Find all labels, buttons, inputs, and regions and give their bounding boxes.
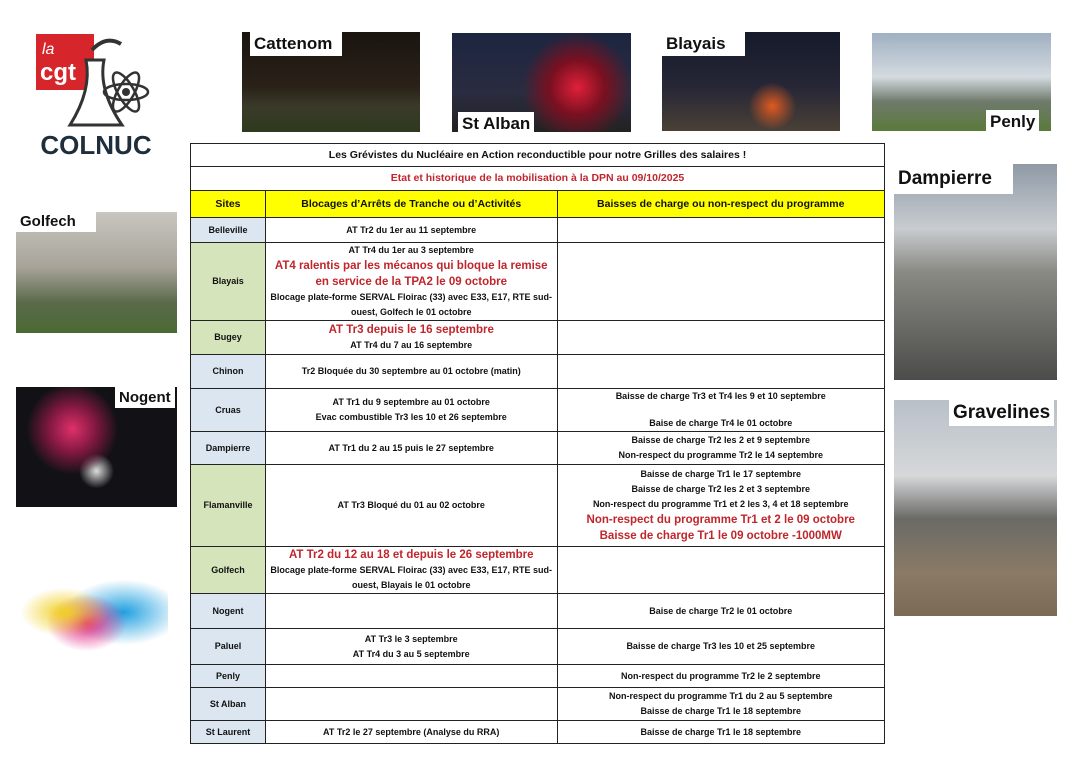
photo-dampierre xyxy=(894,164,1057,380)
baisses-line: Baisse de charge Tr3 les 10 et 25 septembre xyxy=(626,641,816,651)
site-cell: Paluel xyxy=(191,629,266,665)
svg-text:la: la xyxy=(42,41,55,58)
blocages-line: Blocage plate-forme SERVAL Floirac (33) avec E33, E17, RTE sud-ouest, Golfech le 01 octobre xyxy=(270,292,553,317)
baisses-cell xyxy=(557,243,885,321)
baisses-line: Baisse de charge Tr2 les 2 et 3 septembre xyxy=(631,484,811,494)
color-splash-image xyxy=(20,565,168,670)
site-cell: St Laurent xyxy=(191,721,266,744)
table-row xyxy=(191,218,885,243)
baisses-cell xyxy=(557,665,885,688)
blocages-cell xyxy=(265,389,557,432)
blocages-line: AT Tr1 du 9 septembre au 01 octobre xyxy=(332,397,490,407)
table-row xyxy=(191,688,885,721)
blocages-cell xyxy=(265,665,557,688)
baisses-cell xyxy=(557,432,885,465)
site-cell: Chinon xyxy=(191,355,266,389)
baisses-cell xyxy=(557,629,885,665)
table-row xyxy=(191,243,885,321)
blocages-line: AT Tr3 Bloqué du 01 au 02 octobre xyxy=(337,500,485,510)
photo-nogent xyxy=(16,387,177,507)
blocages-line: AT Tr4 du 3 au 5 septembre xyxy=(352,648,470,659)
photo-label: Penly xyxy=(986,110,1039,131)
mobilisation-table xyxy=(190,143,885,744)
table-subtitle: Etat et historique de la mobilisation à la DPN au 09/10/2025 xyxy=(191,167,885,191)
blocages-line: AT Tr2 le 27 septembre (Analyse du RRA) xyxy=(323,726,500,737)
blocages-line: Blocage plate-forme SERVAL Floirac (33) avec E33, E17, RTE sud-ouest, Blayais le 01 octobre xyxy=(270,565,553,590)
table-title: Les Grévistes du Nucléaire en Action reconductible pour notre Grilles des salaires ! xyxy=(191,144,885,167)
blocages-line: AT Tr3 le 3 septembre xyxy=(364,633,458,644)
site-cell: Blayais xyxy=(191,243,266,321)
blocages-line: AT4 ralentis par les mécanos qui bloque la remise en service de la TPA2 le 09 octobre xyxy=(274,260,548,288)
site-cell: Flamanville xyxy=(191,465,266,547)
baisses-line: Baisse de charge Tr1 le 18 septembre xyxy=(640,726,802,737)
blocages-line: AT Tr2 du 12 au 18 et depuis le 26 septembre xyxy=(288,549,534,561)
photo-golfech xyxy=(16,212,177,333)
photo-label: Dampierre xyxy=(894,164,1013,194)
blocages-line: AT Tr1 du 2 au 15 puis le 27 septembre xyxy=(328,442,494,453)
baisses-cell xyxy=(557,721,885,744)
table-row xyxy=(191,432,885,465)
baisses-cell xyxy=(557,547,885,594)
photo-penly xyxy=(872,33,1051,131)
svg-text:COLNUC: COLNUC xyxy=(40,130,152,160)
blocages-cell xyxy=(265,721,557,744)
site-cell: Belleville xyxy=(191,218,266,243)
photo-label: Blayais xyxy=(662,32,745,56)
site-cell: Penly xyxy=(191,665,266,688)
header-sites: Sites xyxy=(191,191,266,218)
baisses-cell xyxy=(557,321,885,355)
blocages-cell xyxy=(265,321,557,355)
blocages-cell xyxy=(265,594,557,629)
blocages-line: AT Tr4 du 7 au 16 septembre xyxy=(350,340,473,350)
baisses-line: Baisse de charge Tr1 le 09 octobre -1000MW xyxy=(599,530,842,542)
blocages-cell xyxy=(265,688,557,721)
cgt-colnuc-logo xyxy=(26,30,166,160)
baisses-line: Non-respect du programme Tr1 et 2 les 3, 4 et 18 septembre xyxy=(592,499,849,509)
baisses-line: Baisse de charge Tr1 le 17 septembre xyxy=(640,469,802,479)
baisses-line: Baisse de charge Tr1 le 18 septembre xyxy=(640,706,802,716)
site-cell: Cruas xyxy=(191,389,266,432)
baisses-line: Non-respect du programme Tr2 le 2 septembre xyxy=(620,670,821,681)
photo-label: Nogent xyxy=(115,387,175,408)
table-row xyxy=(191,665,885,688)
baisses-line: Non-respect du programme Tr1 et 2 le 09 octobre xyxy=(586,514,855,526)
header-baisses: Baisses de charge ou non-respect du programme xyxy=(557,191,885,218)
blocages-line: AT Tr2 du 1er au 11 septembre xyxy=(346,224,477,235)
blocages-line: Tr2 Bloquée du 30 septembre au 01 octobre (matin) xyxy=(301,366,521,376)
photo-label: Cattenom xyxy=(250,32,342,56)
table-row xyxy=(191,465,885,547)
blocages-line: Evac combustible Tr3 les 10 et 26 septembre xyxy=(315,412,507,422)
baisses-cell xyxy=(557,688,885,721)
baisses-cell xyxy=(557,355,885,389)
blocages-cell xyxy=(265,629,557,665)
blocages-cell xyxy=(265,465,557,547)
table-row xyxy=(191,594,885,629)
svg-text:cgt: cgt xyxy=(40,59,76,86)
baisses-cell xyxy=(557,389,885,432)
baisses-line: Baisse de charge Tr3 et Tr4 les 9 et 10 septembre xyxy=(615,391,826,401)
photo-st-alban xyxy=(452,33,631,132)
table-row xyxy=(191,389,885,432)
photo-label: St Alban xyxy=(458,112,534,132)
table-row xyxy=(191,321,885,355)
photo-label: Gravelines xyxy=(949,400,1054,426)
table-row xyxy=(191,355,885,389)
photo-cattenom xyxy=(242,32,420,132)
table-row xyxy=(191,721,885,744)
site-cell: Nogent xyxy=(191,594,266,629)
site-cell: Dampierre xyxy=(191,432,266,465)
blocages-cell xyxy=(265,243,557,321)
header-blocages: Blocages d’Arrêts de Tranche ou d’Activités xyxy=(265,191,557,218)
baisses-line: Non-respect du programme Tr1 du 2 au 5 septembre xyxy=(608,691,833,701)
baisses-cell xyxy=(557,218,885,243)
baisses-line: Baisse de charge Tr2 les 2 et 9 septembre xyxy=(631,435,811,445)
blocages-line: AT Tr4 du 1er au 3 septembre xyxy=(348,245,474,255)
baisses-line: Non-respect du programme Tr2 le 14 septembre xyxy=(618,450,824,460)
baisses-line: Baise de charge Tr2 le 01 octobre xyxy=(649,605,793,616)
table-row xyxy=(191,629,885,665)
site-cell: St Alban xyxy=(191,688,266,721)
blocages-cell xyxy=(265,432,557,465)
baisses-cell xyxy=(557,465,885,547)
photo-blayais xyxy=(662,32,840,131)
blocages-cell xyxy=(265,218,557,243)
site-cell: Bugey xyxy=(191,321,266,355)
photo-gravelines xyxy=(894,400,1057,616)
table-row xyxy=(191,547,885,594)
baisses-cell xyxy=(557,594,885,629)
blocages-cell xyxy=(265,547,557,594)
site-cell: Golfech xyxy=(191,547,266,594)
blocages-cell xyxy=(265,355,557,389)
baisses-line: Baise de charge Tr4 le 01 octobre xyxy=(649,418,793,428)
photo-label: Golfech xyxy=(16,212,96,232)
blocages-line: AT Tr3 depuis le 16 septembre xyxy=(328,324,494,336)
